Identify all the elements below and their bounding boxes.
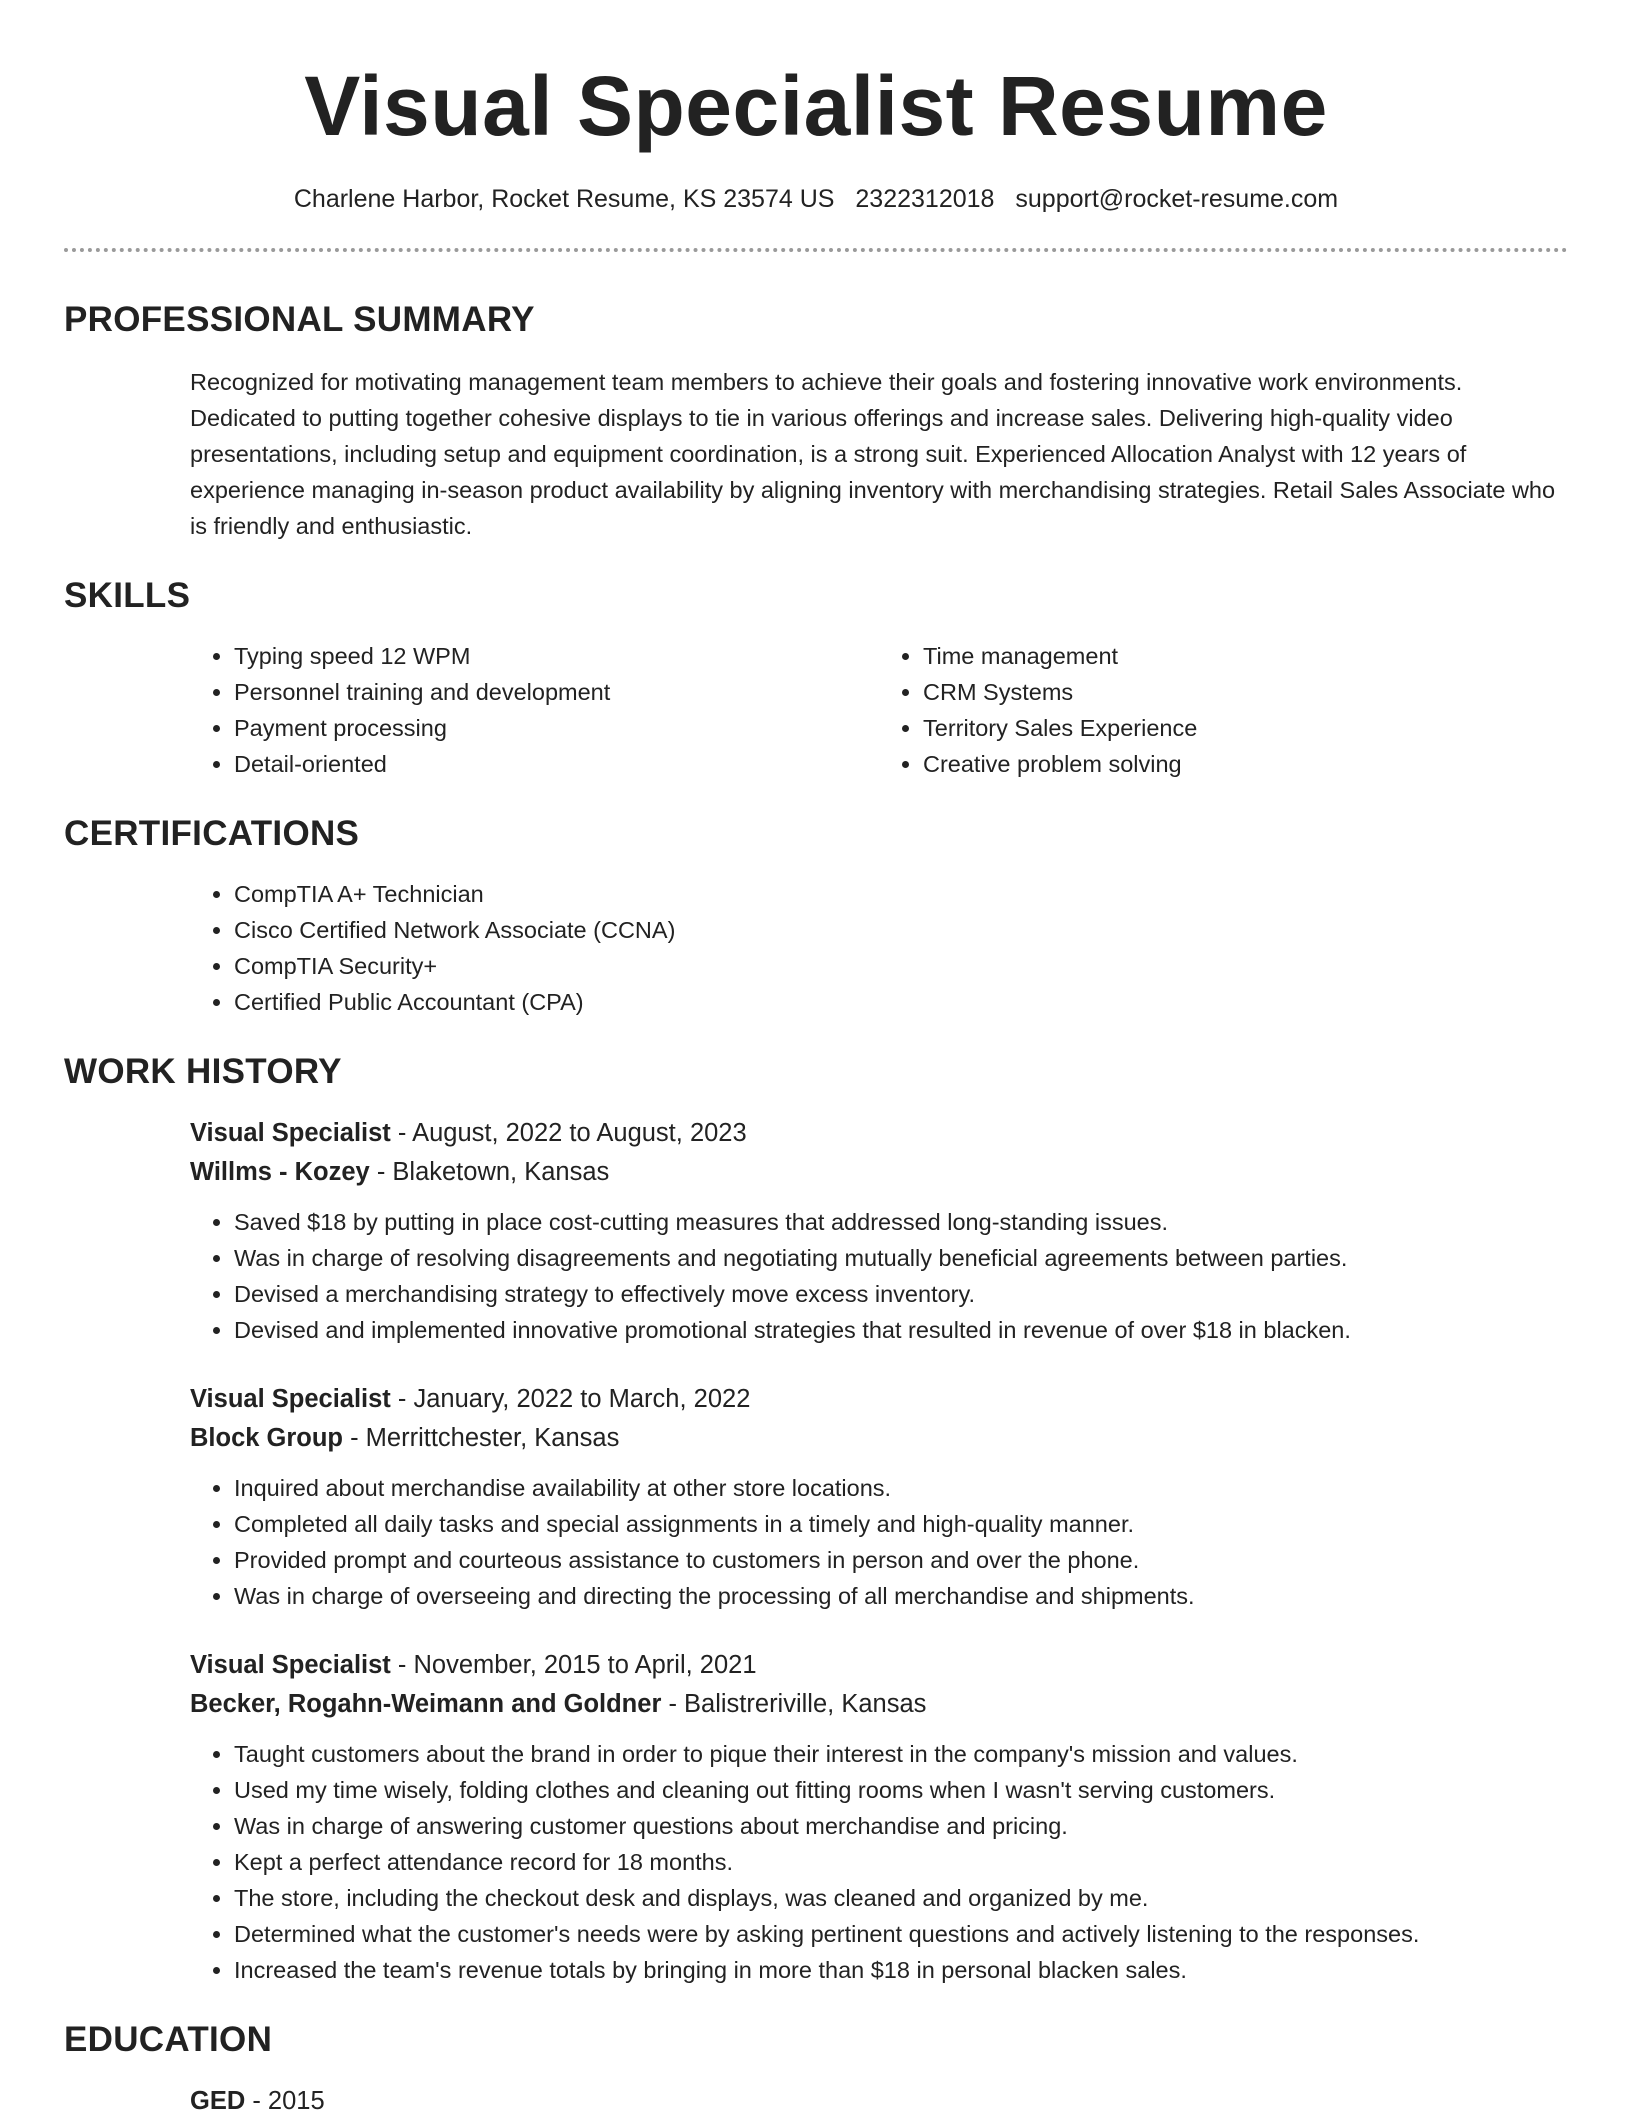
certification-item: • Certified Public Accountant (CPA) (234, 984, 1568, 1020)
job-company: Becker, Rogahn-Weimann and Goldner (190, 1690, 662, 1718)
job-bullet: • The store, including the checkout desk and displays, was cleaned and organized by me. (234, 1880, 1568, 1916)
job-title-line (190, 1380, 1568, 1419)
job-dates: - November, 2015 to April, 2021 (390, 1651, 757, 1679)
skills-right-list (879, 638, 1568, 782)
certification-item: • CompTIA Security+ (234, 948, 1568, 984)
job-bullet: • Devised and implemented innovative promotional strategies that resulted in revenue of over $18 in blacken. (234, 1312, 1568, 1348)
job-bullets (190, 1470, 1568, 1614)
job-bullet: • Determined what the customer's needs were by asking pertinent questions and actively listening to the responses. (234, 1916, 1568, 1952)
header-divider (64, 248, 1568, 252)
job-company-line (190, 1419, 1568, 1458)
job-bullet: • Completed all daily tasks and special assignments in a timely and high-quality manner. (234, 1506, 1568, 1542)
certifications-list (190, 876, 1568, 1020)
skill-item: • Payment processing (234, 710, 879, 746)
job-title: Visual Specialist (190, 1651, 391, 1679)
summary-heading: PROFESSIONAL SUMMARY (64, 300, 535, 339)
education-entry (190, 2082, 1568, 2121)
work-history-heading: WORK HISTORY (64, 1052, 342, 1091)
skills-left-list (190, 638, 879, 782)
job-bullet: • Was in charge of resolving disagreements and negotiating mutually beneficial agreements between parties. (234, 1240, 1568, 1276)
summary-section (64, 298, 1568, 544)
job-title-line (190, 1646, 1568, 1685)
job-bullet: • Devised a merchandising strategy to effectively move excess inventory. (234, 1276, 1568, 1312)
contact-phone: 2322312018 (855, 185, 995, 213)
skill-item: • Territory Sales Experience (923, 710, 1568, 746)
skill-item: • Personnel training and development (234, 674, 879, 710)
certifications-heading: CERTIFICATIONS (64, 814, 360, 853)
skills-columns (190, 638, 1568, 782)
skill-item: • Creative problem solving (923, 746, 1568, 782)
skills-heading: SKILLS (64, 576, 191, 615)
job-company-line (190, 1685, 1568, 1724)
job-location: - Merrittchester, Kansas (343, 1424, 620, 1452)
work-history-section (64, 1050, 1568, 1988)
job-company: Willms - Kozey (190, 1158, 370, 1186)
job-bullets (190, 1204, 1568, 1348)
job-bullet: • Provided prompt and courteous assistance to customers in person and over the phone. (234, 1542, 1568, 1578)
job-company-line (190, 1153, 1568, 1192)
job-dates: - January, 2022 to March, 2022 (390, 1385, 751, 1413)
skill-item: • Time management (923, 638, 1568, 674)
job-company: Block Group (190, 1424, 344, 1452)
job-entry (190, 1114, 1568, 1348)
skill-item: • Detail-oriented (234, 746, 879, 782)
education-section (64, 2018, 1568, 2121)
education-year: - 2015 (245, 2087, 325, 2115)
job-bullet: • Taught customers about the brand in order to pique their interest in the company's mission and values. (234, 1736, 1568, 1772)
job-bullet: • Saved $18 by putting in place cost-cutting measures that addressed long-standing issues. (234, 1204, 1568, 1240)
job-bullet: • Increased the team's revenue totals by bringing in more than $18 in personal blacken sales. (234, 1952, 1568, 1988)
resume-title: Visual Specialist Resume (304, 59, 1328, 153)
certification-item: • Cisco Certified Network Associate (CCNA) (234, 912, 1568, 948)
job-bullet: • Kept a perfect attendance record for 18 months. (234, 1844, 1568, 1880)
certification-item: • CompTIA A+ Technician (234, 876, 1568, 912)
job-location: - Blaketown, Kansas (369, 1158, 610, 1186)
contact-address: Charlene Harbor, Rocket Resume, KS 23574 US (293, 185, 835, 213)
summary-text: Recognized for motivating management team members to achieve their goals and fostering innovative work environments. Dedicated to putting together cohesive displays to tie in various offerings and increase sales. Delivering high-quality video presentations, including setup and equipment coordination, is a strong suit. Experienced Allocation Analyst with 12 years of experience managing in-season product availability by aligning inventory with merchandising strategies. Retail Sales Associate who is friendly and enthusiastic. (190, 369, 1556, 539)
skill-item: • CRM Systems (923, 674, 1568, 710)
job-dates: - August, 2022 to August, 2023 (390, 1119, 747, 1147)
job-title: Visual Specialist (190, 1119, 391, 1147)
certifications-section (64, 812, 1568, 1020)
job-entry (190, 1380, 1568, 1614)
job-bullets (190, 1736, 1568, 1988)
skill-item: • Typing speed 12 WPM (234, 638, 879, 674)
job-location: - Balistreriville, Kansas (661, 1690, 927, 1718)
contact-email: support@rocket-resume.com (1015, 185, 1339, 213)
job-bullet: • Used my time wisely, folding clothes and cleaning out fitting rooms when I wasn't serving customers. (234, 1772, 1568, 1808)
job-bullet: • Inquired about merchandise availability at other store locations. (234, 1470, 1568, 1506)
job-bullet: • Was in charge of answering customer questions about merchandise and pricing. (234, 1808, 1568, 1844)
skills-section (64, 574, 1568, 782)
contact-line (64, 182, 1568, 216)
job-title: Visual Specialist (190, 1385, 391, 1413)
job-title-line (190, 1114, 1568, 1153)
education-heading: EDUCATION (64, 2020, 273, 2059)
job-bullet: • Was in charge of overseeing and directing the processing of all merchandise and shipments. (234, 1578, 1568, 1614)
education-degree: GED (190, 2087, 246, 2115)
job-entry (190, 1646, 1568, 1988)
